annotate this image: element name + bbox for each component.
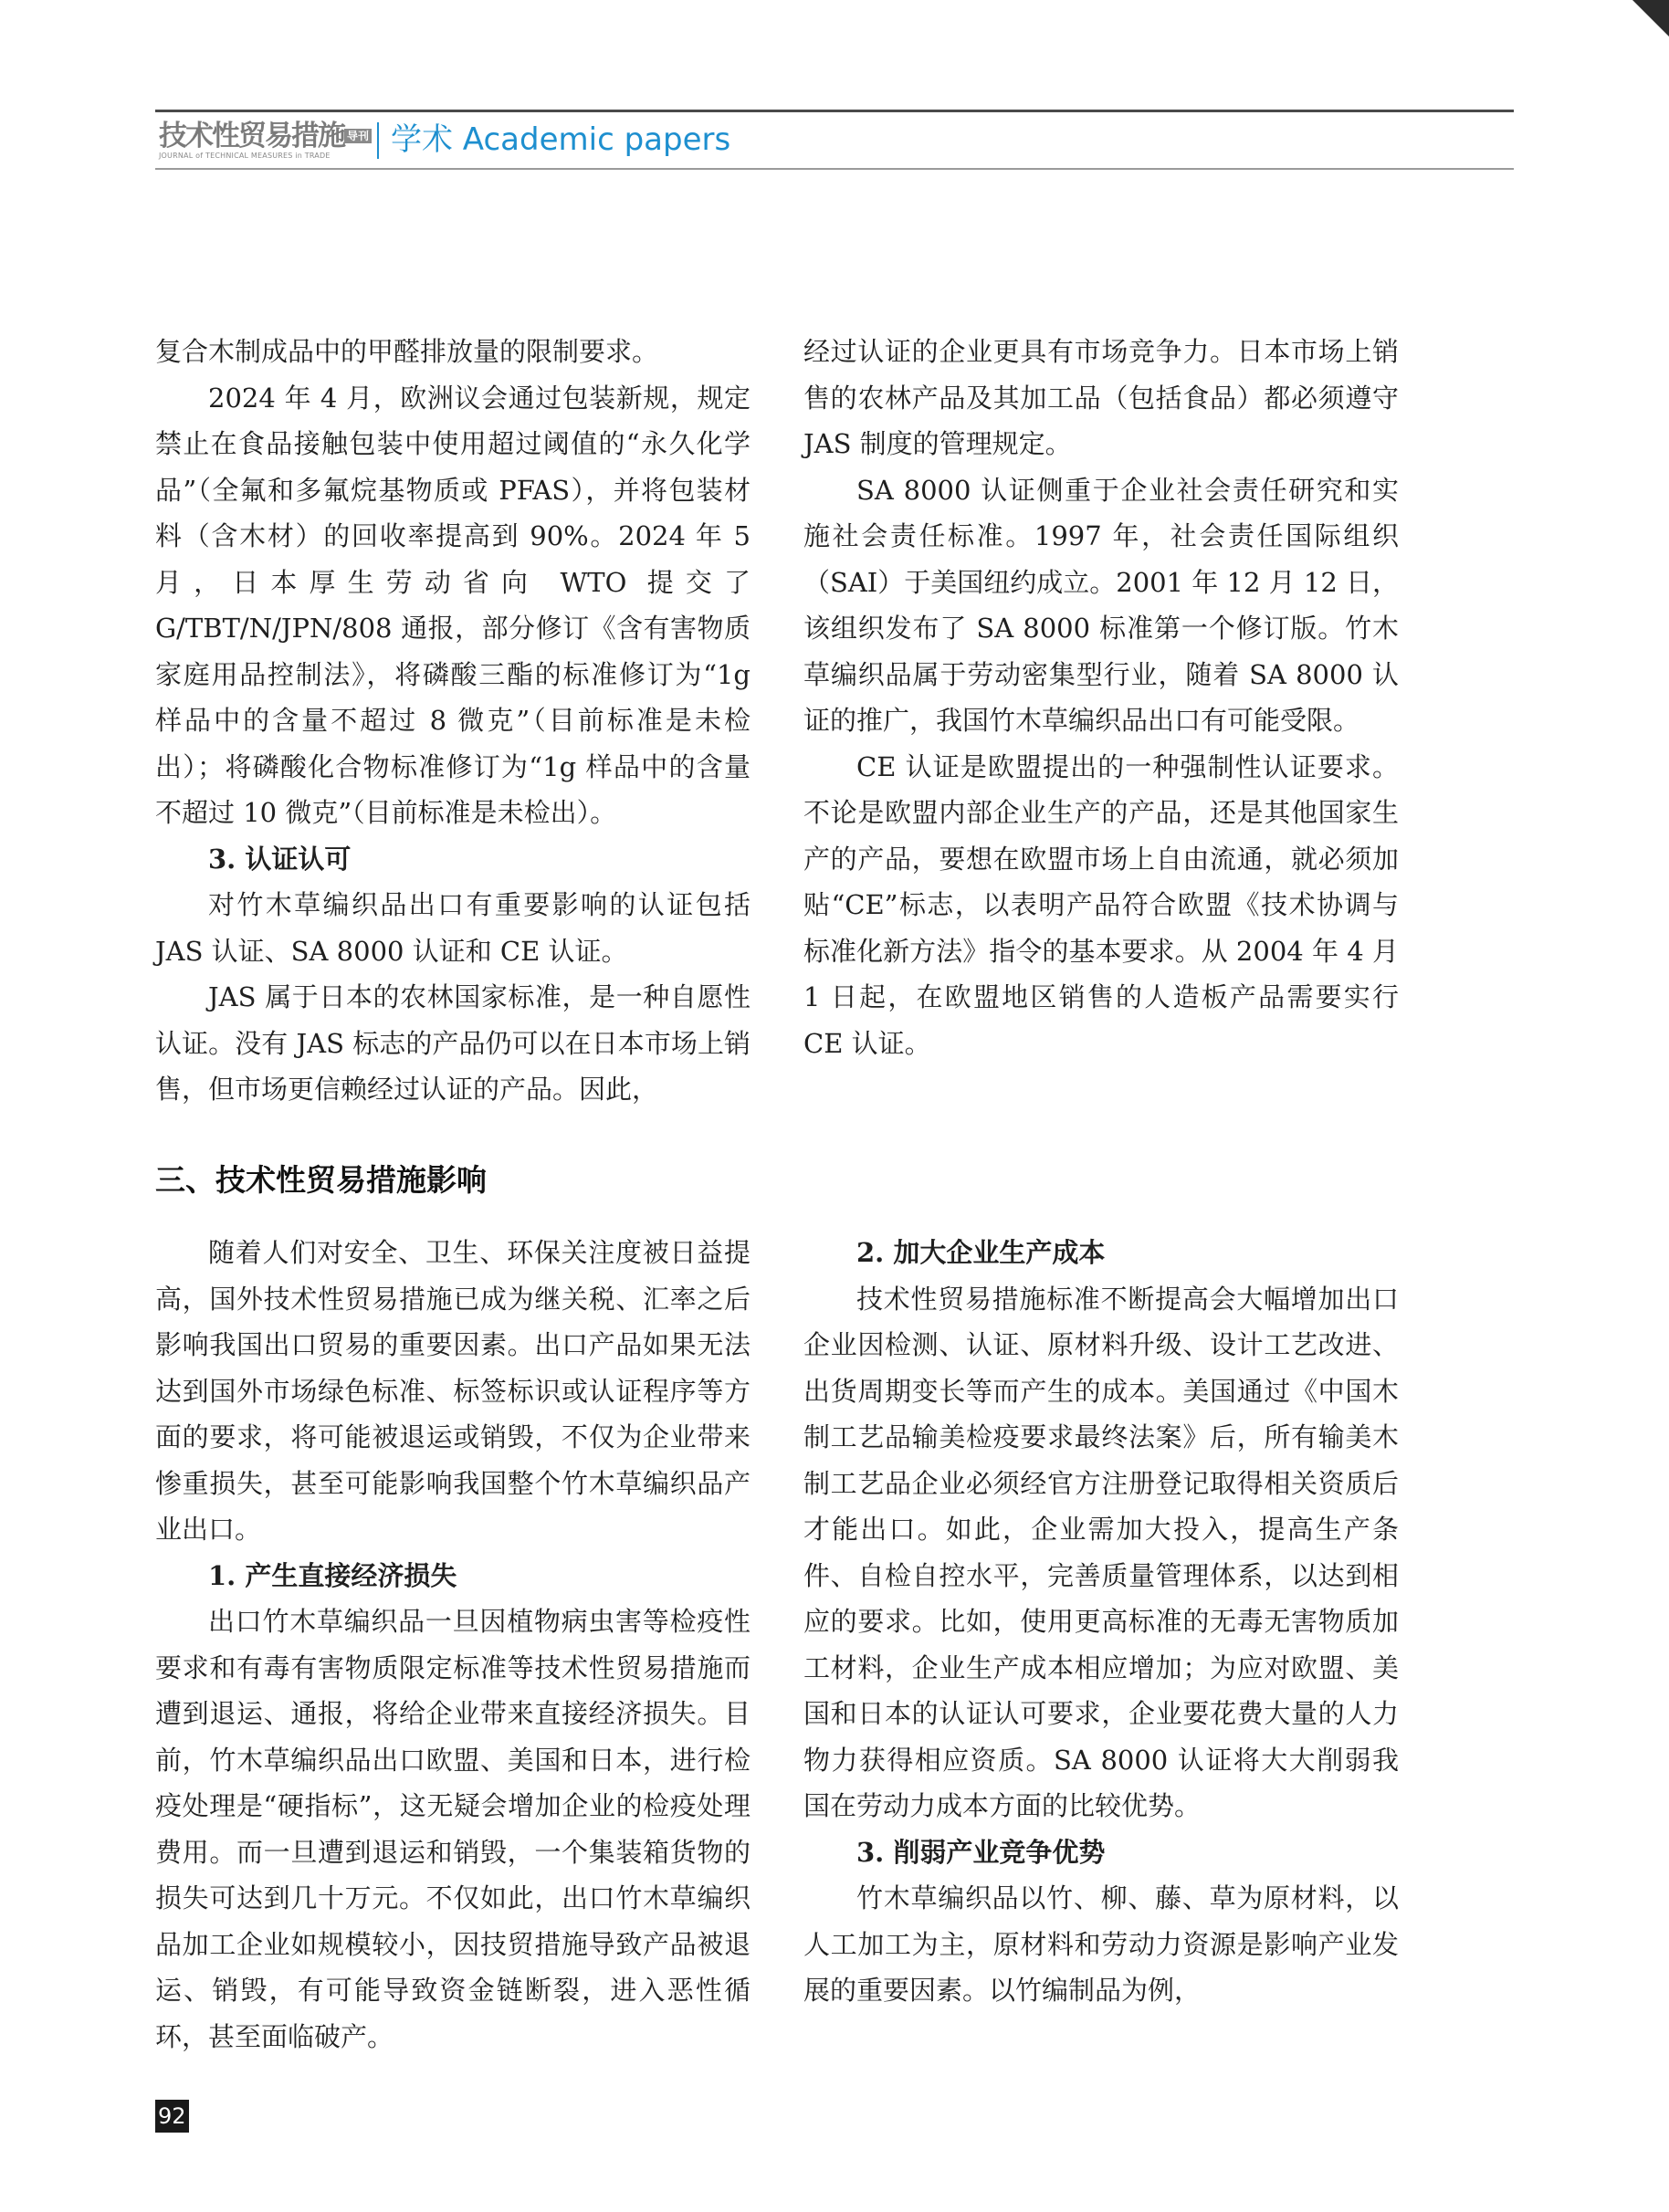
paragraph: 随着人们对安全、卫生、环保关注度被日益提高，国外技术性贸易措施已成为继关税、汇率之后影响我国出口贸易的重要因素。出口产品如果无法达到国外市场绿色标准、标签标识或认证程序等方面的要求，将可能被退运或销毁，不仅为企业带来惨重损失，甚至可能影响我国整个竹木草编织品产业出口。: [155, 1237, 751, 1545]
page-corner-mark: [1632, 0, 1669, 37]
header-bottom-rule: [155, 168, 1514, 170]
column-bottom-right: [803, 1230, 1399, 2014]
paragraph: 经过认证的企业更具有市场竞争力。日本市场上销售的农林产品及其加工品（包括食品）都必须遵守 JAS 制度的管理规定。: [803, 336, 1399, 459]
journal-badge: 导刊: [344, 129, 372, 143]
paragraph: 技术性贸易措施标准不断提高会大幅增加出口企业因检测、认证、原材料升级、设计工艺改进、出货周期变长等而产生的成本。美国通过《中国木制工艺品输美检疫要求最终法案》后，所有输美木制工艺品企业必须经官方注册登记取得相关资质后才能出口。如此，企业需加大投入，提高生产条件、自检自控水平，完善质量管理体系，以达到相应的要求。比如，使用更高标准的无毒无害物质加工材料，企业生产成本相应增加；为应对欧盟、美国和日本的认证认可要求，企业要花费大量的人力物力获得相应资质。SA 8000 认证将大大削弱我国在劳动力成本方面的比较优势。: [803, 1283, 1399, 1821]
subsection-heading: 3. 削弱产业竞争优势: [856, 1836, 1106, 1868]
section-label: 学术 Academic papers: [391, 121, 731, 158]
paragraph: 竹木草编织品以竹、柳、藤、草为原材料，以人工加工为主，原材料和劳动力资源是影响产业发展的重要因素。以竹编制品为例，: [803, 1882, 1399, 2006]
running-header: [155, 110, 1514, 170]
paragraph: 复合木制成品中的甲醛排放量的限制要求。: [155, 336, 659, 367]
paragraph: JAS 属于日本的农林国家标准，是一种自愿性认证。没有 JAS 标志的产品仍可以在日本市场上销售，但市场更信赖经过认证的产品。因此，: [155, 981, 751, 1105]
header-separator: [377, 122, 379, 159]
column-top-left: [155, 329, 751, 1113]
paragraph: CE 认证是欧盟提出的一种强制性认证要求。不论是欧盟内部企业生产的产品，还是其他国家生产的产品，要想在欧盟市场上自由流通，就必须加贴“CE”标志，以表明产品符合欧盟《技术协调与标准化新方法》指令的基本要求。从 2004 年 4 月 1 日起，在欧盟地区销售的人造板产品需要实行 CE 认证。: [803, 750, 1399, 1059]
journal-subtitle: JOURNAL of TECHNICAL MEASURES in TRADE: [159, 152, 331, 160]
page-number: 92: [155, 2100, 189, 2133]
subsection-heading: 1. 产生直接经济损失: [208, 1559, 457, 1591]
column-bottom-left: [155, 1230, 751, 2060]
subsection-heading: 2. 加大企业生产成本: [856, 1237, 1106, 1268]
column-top-right: [803, 329, 1399, 1066]
journal-logo: [159, 121, 373, 164]
section-heading: 三、技术性贸易措施影响: [155, 1162, 487, 1198]
header-top-rule: [155, 110, 1514, 112]
journal-name: 技术性贸易措施: [159, 120, 344, 152]
paragraph: SA 8000 认证侧重于企业社会责任研究和实施社会责任标准。1997 年，社会责任国际组织（SAI）于美国纽约成立。2001 年 12 月 12 日，该组织发布了 SA 8000 标准第一个修订版。竹木草编织品属于劳动密集型行业，随着 SA 8000 认证的推广，我国竹木草编织品出口有可能受限。: [803, 474, 1399, 736]
subsection-heading: 3. 认证认可: [208, 843, 352, 875]
paragraph: 出口竹木草编织品一旦因植物病虫害等检疫性要求和有毒有害物质限定标准等技术性贸易措施而遭到退运、通报，将给企业带来直接经济损失。目前，竹木草编织品出口欧盟、美国和日本，进行检疫处理是“硬指标”，这无疑会增加企业的检疫处理费用。而一旦遭到退运和销毁，一个集装箱货物的损失可达到几十万元。不仅如此，出口竹木草编织品加工企业如规模较小，因技贸措施导致产品被退运、销毁，有可能导致资金链断裂，进入恶性循环，甚至面临破产。: [155, 1606, 751, 2052]
paragraph: 对竹木草编织品出口有重要影响的认证包括 JAS 认证、SA 8000 认证和 CE 认证。: [155, 889, 751, 967]
paragraph: 2024 年 4 月，欧洲议会通过包装新规，规定禁止在食品接触包装中使用超过阈值的“永久化学品”（全氟和多氟烷基物质或 PFAS），并将包装材料（含木材）的回收率提高到 90%。2024 年 5 月，日本厚生劳动省向 WTO 提交了 G/TBT/N/JPN/808 通报，部分修订《含有害物质家庭用品控制法》，将磷酸三酯的标准修订为“1g 样品中的含量不超过 8 微克”（目前标准是未检出）；将磷酸化合物标准修订为“1g 样品中的含量不超过 10 微克”（目前标准是未检出）。: [155, 382, 751, 828]
